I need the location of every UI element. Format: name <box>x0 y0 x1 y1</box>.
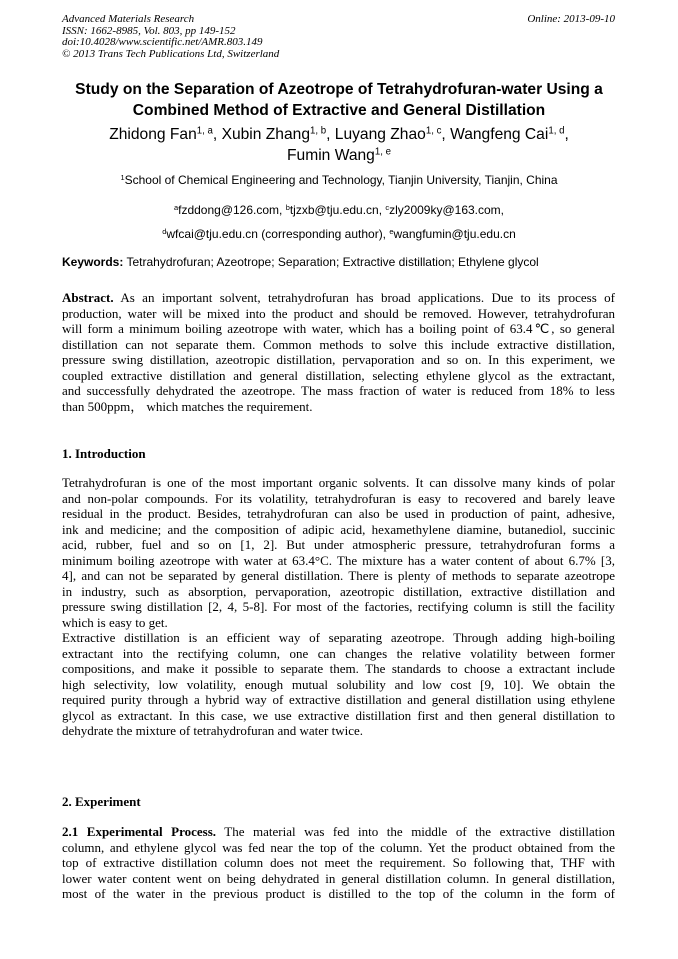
paragraph-line: column, and ethylene glycol was fed near the top of the column. Yet the product obtained from the <box>62 839 615 855</box>
paragraph-line: in industry, such as absorption, pervaporation, azeotropic distillation, extractive distillation and <box>62 583 615 599</box>
abstract-label: Abstract. <box>62 290 114 305</box>
author-separator: , <box>326 126 335 143</box>
author-line-2 <box>40 145 638 166</box>
paragraph-line: compositions, and make it possible to separate them. The standards to choose a extractant include <box>62 661 615 677</box>
issn-line: ISSN: 1662-8985, Vol. 803, pp 149-152 <box>62 24 236 37</box>
experimental-process-paragraph <box>62 824 615 902</box>
abstract-line: Abstract. As an important solvent, tetrahydrofuran has broad applications. Due to its process of <box>62 290 615 305</box>
email-address: tjzxb@tju.edu.cn, <box>289 203 386 217</box>
introduction-paragraph-1 <box>62 475 615 630</box>
title-line-1: Study on the Separation of Azeotrope of Tetrahydrofuran-water Using a <box>75 81 603 98</box>
email-line-2 <box>40 222 638 246</box>
abstract-line: than 500ppm， which matches the requirement. <box>62 398 313 414</box>
paragraph-line: which is easy to get. <box>62 614 168 630</box>
abstract-line: and successfully dehydrated the azeotrope. The mass fraction of water is reduced from 18% to less <box>62 383 615 399</box>
paragraph-line: Tetrahydrofuran is one of the most important organic solvents. It can dissolve many kinds of polar <box>62 475 615 490</box>
author-affiliation-mark: 1, b <box>310 125 327 137</box>
email-address: wfcai@tju.edu.cn (corresponding author), <box>166 227 390 241</box>
online-date: Online: 2013-09-10 <box>527 13 615 25</box>
author-separator: , <box>441 126 451 143</box>
paragraph-line: Extractive distillation is an efficient way of separating azeotrope. Through adding high-boiling <box>62 630 615 645</box>
section-heading-introduction: 1. Introduction <box>62 446 146 461</box>
author-affiliation-mark: 1, c <box>425 125 442 137</box>
author-name: Fumin Wang <box>287 147 375 164</box>
paragraph-line: top of extractive distillation column does not meet the requirement. So following that, THF with <box>62 855 615 871</box>
email-address: wangfumin@tju.edu.cn <box>393 227 516 241</box>
paragraph-line: and non-polar compounds. For its volatility, tetrahydrofuran is easy to recovered and barely leave <box>62 490 615 506</box>
section-heading-experiment: 2. Experiment <box>62 794 141 809</box>
email-address: zly2009ky@163.com, <box>389 203 505 217</box>
abstract-line: coupled extractive distillation and general distillation, selecting ethylene glycol as the extractant, <box>62 367 615 383</box>
affiliation-mark: 1 <box>120 172 125 182</box>
paragraph-line: acid, rubber, fuel and so on [1, 2]. But under atmospheric pressure, tetrahydrofuran forms a <box>62 537 615 553</box>
paragraph-line: minimum boiling azeotrope with water at 63.4°C. The mixture has a water content of about 6.7% [3, <box>62 552 615 568</box>
paragraph-line: high selectivity, low volatility, enough mutual solubility and low cost [9, 10]. We obtain the <box>62 676 615 692</box>
abstract <box>62 290 615 414</box>
paragraph-line: residual in the product. Besides, tetrahydrofuran can also be used in production of paint, adhesive, <box>62 506 615 522</box>
affiliation-text: School of Chemical Engineering and Technology, Tianjin University, Tianjin, China <box>124 173 558 187</box>
author-list <box>40 124 638 166</box>
keywords <box>62 255 539 270</box>
author-line-1 <box>40 124 638 145</box>
doi-line: doi:10.4028/www.scientific.net/AMR.803.149 <box>62 36 263 49</box>
paragraph-line: extractant into the rectifying column, one can changes the relative volatility between former <box>62 645 615 661</box>
abstract-line: will form a minimum boiling azeotrope with water, which has a boiling point of 63.4℃, so general <box>62 321 615 337</box>
email-mark: a <box>173 202 179 212</box>
journal-name: Advanced Materials Research <box>62 13 195 25</box>
author-name: Wangfeng Cai <box>450 126 549 143</box>
email-mark: b <box>285 202 290 212</box>
paragraph-line: pressure swing distillation [2, 4, 5-8]. For most of the factories, rectifying column is still the facility <box>62 599 615 615</box>
author-separator: , <box>212 126 222 143</box>
journal-header <box>62 14 279 61</box>
paragraph-line: 4], and can not be separated by general distillation. There is plenty of methods to separate azeotrope <box>62 568 615 584</box>
author-name: Luyang Zhao <box>334 126 426 143</box>
copyright-line: © 2013 Trans Tech Publications Ltd, Switzerland <box>62 48 280 61</box>
email-line-1 <box>40 198 638 222</box>
paper-title <box>40 79 638 121</box>
paragraph-line: dehydrate the mixture of tetrahydrofuran and water twice. <box>62 723 364 739</box>
paragraph-line: required purity through a hybrid way of extractive distillation and general distillation using ethylene <box>62 692 615 708</box>
paragraph-line: most of the water in the previous product is distilled to the top of the column in the form of <box>62 886 615 902</box>
author-affiliation-mark: 1, a <box>196 125 213 137</box>
email-mark: c <box>385 202 390 212</box>
keywords-label: Keywords: <box>62 255 124 269</box>
keywords-text: Tetrahydrofuran; Azeotrope; Separation; Extractive distillation; Ethylene glycol <box>123 255 539 269</box>
paragraph-line: 2.1 Experimental Process. The material was fed into the middle of the extractive distillation <box>62 824 615 839</box>
paragraph-line: ink and medicine; and the composition of adipic acid, hexamethylene diamine, butanediol, succinic <box>62 521 615 537</box>
affiliation <box>40 173 638 188</box>
paragraph-line: lower water content went on being dehydrated in general distillation column. In general distillation, <box>62 870 615 886</box>
title-line-2: Combined Method of Extractive and General Distillation <box>132 102 546 119</box>
author-affiliation-mark: 1, d <box>548 125 565 137</box>
abstract-line: production, water will be mixed into the product and should be removed. However, tetrahydrofuran <box>62 305 615 321</box>
subsection-label: 2.1 Experimental Process. <box>62 824 217 839</box>
abstract-line: distillation can not separate them. Common methods to solve this include extractive distillation, <box>62 336 615 352</box>
abstract-line: pressure swing distillation, azeotropic distillation, pervaporation and so on. In this experiment, we <box>62 352 615 368</box>
author-emails <box>40 198 638 246</box>
introduction-paragraph-2 <box>62 630 615 739</box>
email-mark: e <box>389 226 394 236</box>
author-affiliation-mark: 1, e <box>374 146 391 158</box>
author-name: Xubin Zhang <box>221 126 310 143</box>
author-separator: , <box>564 126 569 143</box>
email-address: fzddong@126.com, <box>178 203 286 217</box>
paragraph-line: glycol as extractant. In this case, we use extractive distillation first and then general distillation to <box>62 707 615 723</box>
author-name: Zhidong Fan <box>109 126 197 143</box>
email-mark: d <box>162 226 167 236</box>
